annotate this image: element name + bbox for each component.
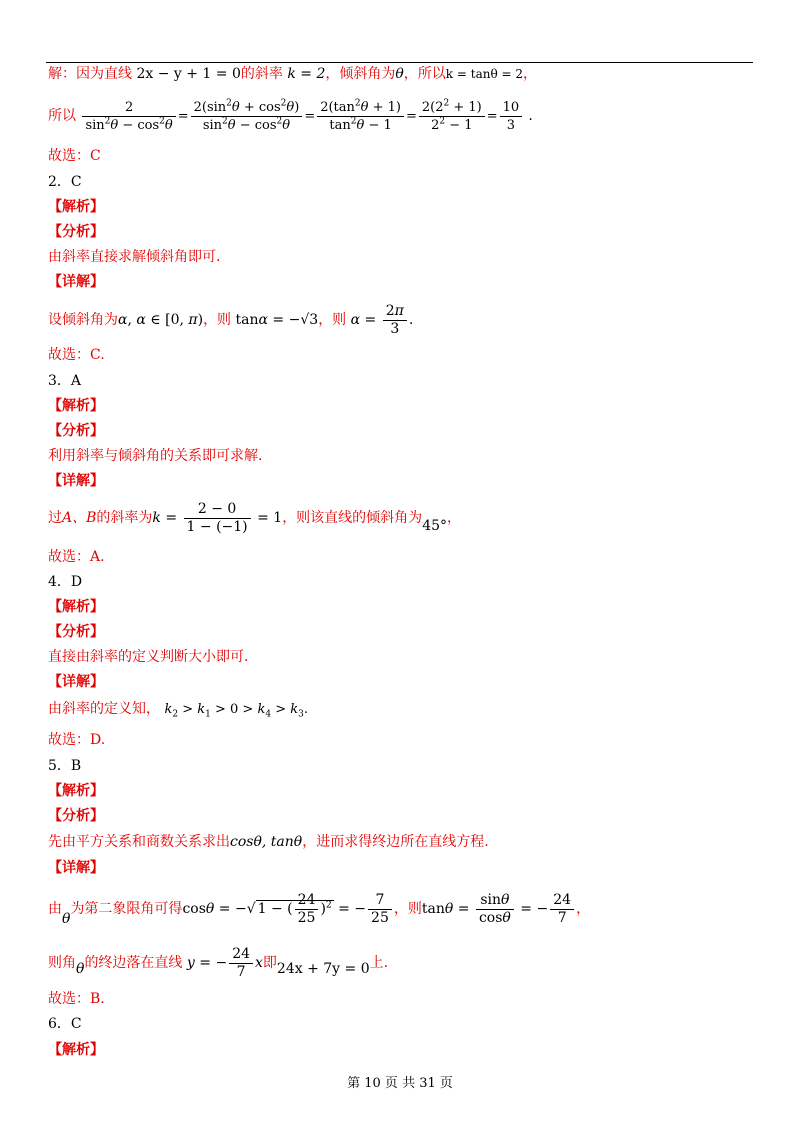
q5-analysis xyxy=(48,832,489,852)
section-fenxi: 【分析】 xyxy=(48,808,104,824)
text: 即 xyxy=(262,955,277,971)
answer: 故选：B. xyxy=(48,991,105,1007)
text: 设倾斜角为 xyxy=(48,312,118,328)
text: . xyxy=(408,312,414,328)
answer: 故选：D. xyxy=(48,732,106,748)
math-expr: k = 2 xyxy=(287,66,326,82)
section-jiexi: 【解析】 xyxy=(48,1042,104,1058)
text: ，进而求得终边所在直线方程. xyxy=(302,834,489,850)
answer: 故选：C xyxy=(48,148,101,164)
math-expr: k = tanθ = 2 xyxy=(445,67,523,81)
section-xiangjie: 【详解】 xyxy=(48,674,104,690)
text: ， xyxy=(523,66,537,82)
math-equation: 24x + 7y = 0 xyxy=(276,961,370,977)
question-number: 3．A xyxy=(48,373,82,389)
section-jiexi: 【解析】 xyxy=(48,599,104,615)
header-rule xyxy=(46,62,753,63)
q4-detail: 由斜率的定义知， $k_2 > k_1 > 0 > k_4 > k_3$. xyxy=(48,701,309,720)
question-number: 5．B xyxy=(48,758,82,774)
text: ，所以 xyxy=(403,66,446,82)
analysis-text: 由斜率直接求解倾斜角即可. xyxy=(48,249,221,265)
text: ，则 xyxy=(393,901,422,917)
page-footer: 第 10 页 共 31 页 xyxy=(347,1076,453,1091)
section-jiexi: 【解析】 xyxy=(48,398,104,414)
math-fraction-chain: $\frac{2}{\sin^2\theta - \cos^2\theta}$ = $\frac{2(\sin^2\theta + \cos^2\theta)}{\sin^2\theta - \cos^2\theta}$ = $\frac{2(\tan^2\theta + 1)}{\tan^2\theta - 1}$ = $\frac{2(2^2 + 1)}{2^2 - 1}$ = $\frac{10}{3}$ xyxy=(80,109,528,124)
text: 所以 xyxy=(48,108,76,124)
q5-detail: 由θ为第二象限角可得cosθ = −√ 1 − ( $\frac{24}{25}$ )$^2$ = − $\frac{7}{25}$ ，则tanθ = $\frac{\sin\theta}{\cos\theta}$ = − $\frac{24}{7}$ ， xyxy=(48,891,591,927)
question-number: 6．C xyxy=(48,1016,82,1032)
analysis-text: 利用斜率与倾斜角的关系即可求解. xyxy=(48,448,263,464)
text: ，则 xyxy=(203,312,232,328)
text: 的终边落在直线 xyxy=(84,955,183,971)
text: 过 xyxy=(48,510,62,526)
text: 由斜率的定义知， xyxy=(48,701,160,717)
text: 先由平方关系和商数关系求出 xyxy=(48,834,230,850)
q5-detail2: 则角θ的终边落在直线 y = − $\frac{24}{7}$ x即24x + 7y = 0上. xyxy=(48,945,389,980)
answer: 故选：A. xyxy=(48,549,105,565)
q1-line1 xyxy=(48,64,537,84)
section-jiexi: 【解析】 xyxy=(48,783,104,799)
question-number: 2．C xyxy=(48,174,82,190)
answer: 故选：C. xyxy=(48,347,105,363)
section-fenxi: 【分析】 xyxy=(48,423,104,439)
math-expr: cosθ, tanθ xyxy=(230,834,303,850)
section-fenxi: 【分析】 xyxy=(48,224,104,240)
question-number: 4．D xyxy=(48,574,83,590)
q3-detail: 过A、B的斜率为k = $\frac{2 - 0}{1 - (-1)}$ = 1，则该直线的倾斜角为45°， xyxy=(48,500,462,535)
section-jiexi: 【解析】 xyxy=(48,199,104,215)
text: 为第二象限角可得 xyxy=(70,901,183,917)
text: 上. xyxy=(369,955,389,971)
text: ， xyxy=(447,510,462,526)
math-theta: θ xyxy=(395,66,404,82)
text: 由 xyxy=(48,901,62,917)
text: 则角 xyxy=(48,955,76,971)
section-xiangjie: 【详解】 xyxy=(48,860,104,876)
q2-detail: 设倾斜角为α, α ∈ [0, π)，则 tanα = −√3，则 α = $\frac{2\pi}{3}$ . xyxy=(48,302,414,337)
text: ，则 xyxy=(318,312,347,328)
section-xiangjie: 【详解】 xyxy=(48,274,104,290)
text: ，倾斜角为 xyxy=(325,66,396,82)
text: 的斜率 xyxy=(240,66,283,82)
text: ，则该直线的倾斜角为 xyxy=(282,510,423,526)
solution-label: 解： xyxy=(48,66,76,82)
text: 的斜率为 xyxy=(96,510,153,526)
q1-line2 xyxy=(48,95,533,138)
text: A、B xyxy=(62,510,97,526)
section-fenxi: 【分析】 xyxy=(48,624,104,640)
text: . xyxy=(528,108,533,124)
text: ， xyxy=(576,901,591,917)
section-xiangjie: 【详解】 xyxy=(48,473,104,489)
text: 因为直线 xyxy=(76,66,132,82)
math-equation: 2x − y + 1 = 0 xyxy=(136,66,241,82)
analysis-text: 直接由斜率的定义判断大小即可. xyxy=(48,649,249,665)
math-angle: 45° xyxy=(422,518,448,534)
